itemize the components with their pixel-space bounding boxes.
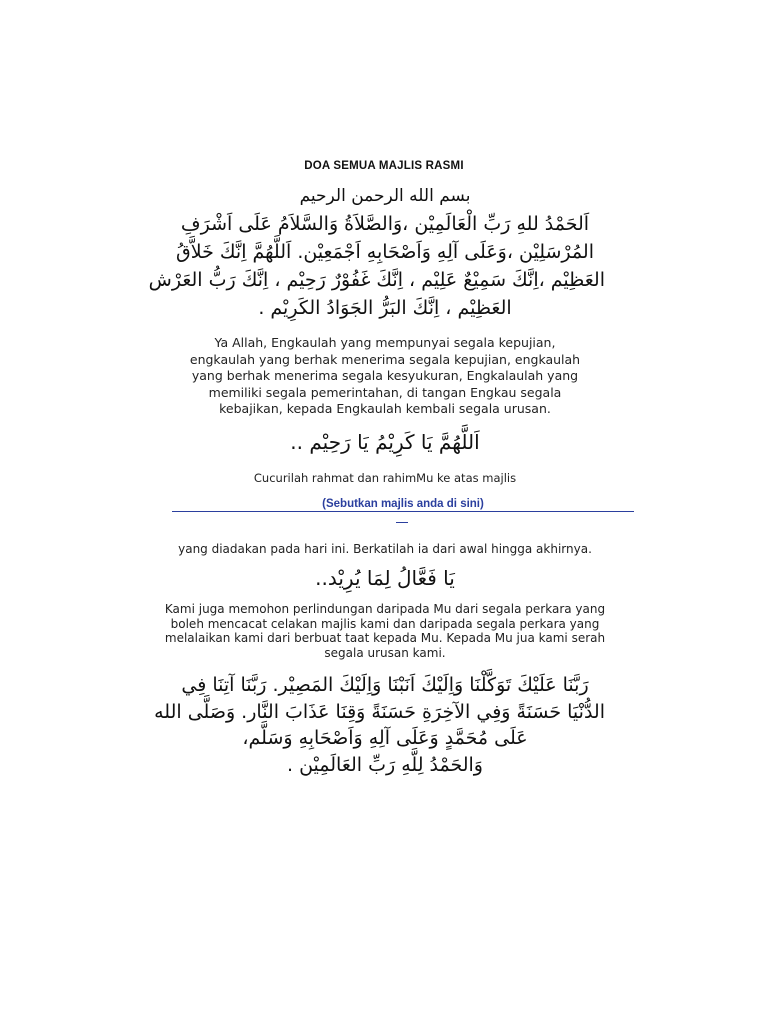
- majlis-name-placeholder[interactable]: (Sebutkan majlis anda di sini): [322, 498, 484, 510]
- translation-line: memiliki segala pemerintahan, di tangan Engkau segala: [208, 384, 562, 400]
- arabic-opening-prayer: [148, 182, 605, 322]
- arabic-closing-line: وَالحَمْدُ لِلَّهِ رَبِّ العَالَمِيْن .: [287, 753, 483, 776]
- arabic-closing-line: عَلَى مُحَمَّدٍ وَعَلَى آلِهِ وَاَصْحَابِهِ وَسَلَّم،: [242, 727, 528, 749]
- arabic-plea: اَللَّهُمَّ يَا كَرِيْمُ يَا رَحِيْم ..: [290, 430, 480, 454]
- protection-line: segala urusan kami.: [324, 645, 446, 660]
- protection-line: melalaikan kami dari berbuat taat kepada Mu. Kepada Mu jua kami serah: [164, 631, 606, 645]
- arabic-opening-line: العَظِيْم ، اِنَّكَ البَرُّ الجَوَادُ الكَرِيْم .: [258, 297, 512, 319]
- placeholder-marker: [396, 522, 408, 523]
- protection-request: [150, 602, 620, 660]
- document-title: DOA SEMUA MAJLIS RASMI: [304, 160, 464, 172]
- arabic-closing-prayer: [154, 672, 605, 778]
- translation-line: Ya Allah, Engkaulah yang mempunyai segala kepujian,: [214, 335, 556, 350]
- arabic-opening-line: المُرْسَلِيْن ،وَعَلَى آلِهِ وَاَصْحَابِهِ اَجْمَعِيْن. اَللَّهُمَّ اِنَّكَ خَلاَّقُ: [176, 241, 594, 263]
- arabic-closing-line: رَبَّنَا عَلَيْكَ تَوَكَّلْنَا وَاِلَيْكَ اَنَبْنَا وَاِلَيْكَ المَصِيْر. رَبَّنَا آتِنَا فِي: [181, 674, 589, 696]
- malay-translation: [150, 335, 620, 418]
- placeholder-underline: [172, 511, 634, 512]
- arabic-invocation: يَا فَعَّالُ لِمَا يُرِيْد..: [315, 566, 455, 590]
- basmala-line: بسم الله الرحمن الرحيم: [299, 186, 471, 206]
- arabic-opening-line: اَلحَمْدُ للهِ رَبِّ الْعَالَمِيْن ،وَالصَّلاَةُ وَالسَّلاَمُ عَلَى اَشْرَفِ: [180, 213, 590, 235]
- protection-line: Kami juga memohon perlindungan daripada Mu dari segala perkara yang: [164, 602, 606, 616]
- protection-line: boleh mencacat celakan majlis kami dan daripada segala perkara yang: [170, 616, 600, 631]
- event-line: yang diadakan pada hari ini. Berkatilah ia dari awal hingga akhirnya.: [178, 542, 592, 556]
- translation-line: yang berhak menerima segala kesyukuran, Engkalaulah yang: [191, 368, 579, 383]
- plea-translation: Cucurilah rahmat dan rahimMu ke atas majlis: [253, 471, 517, 485]
- translation-line: engkaulah yang berhak menerima segala kepujian, engkaulah: [189, 351, 581, 367]
- arabic-opening-line: العَظِيْم ،اِنَّكَ سَمِيْعٌ عَلِيْم ، اِنَّكَ غَفُوْرٌ رَحِيْم ، اِنَّكَ رَبُّ العَرْش: [148, 269, 605, 291]
- arabic-closing-line: الدُّنْيَا حَسَنَةً وَفِي الآخِرَةِ حَسَنَةً وَقِنَا عَذَابَ النَّار. وَصَلَّى الله: [154, 700, 605, 723]
- translation-line: kebajikan, kepada Engkaulah kembali segala urusan.: [219, 401, 551, 416]
